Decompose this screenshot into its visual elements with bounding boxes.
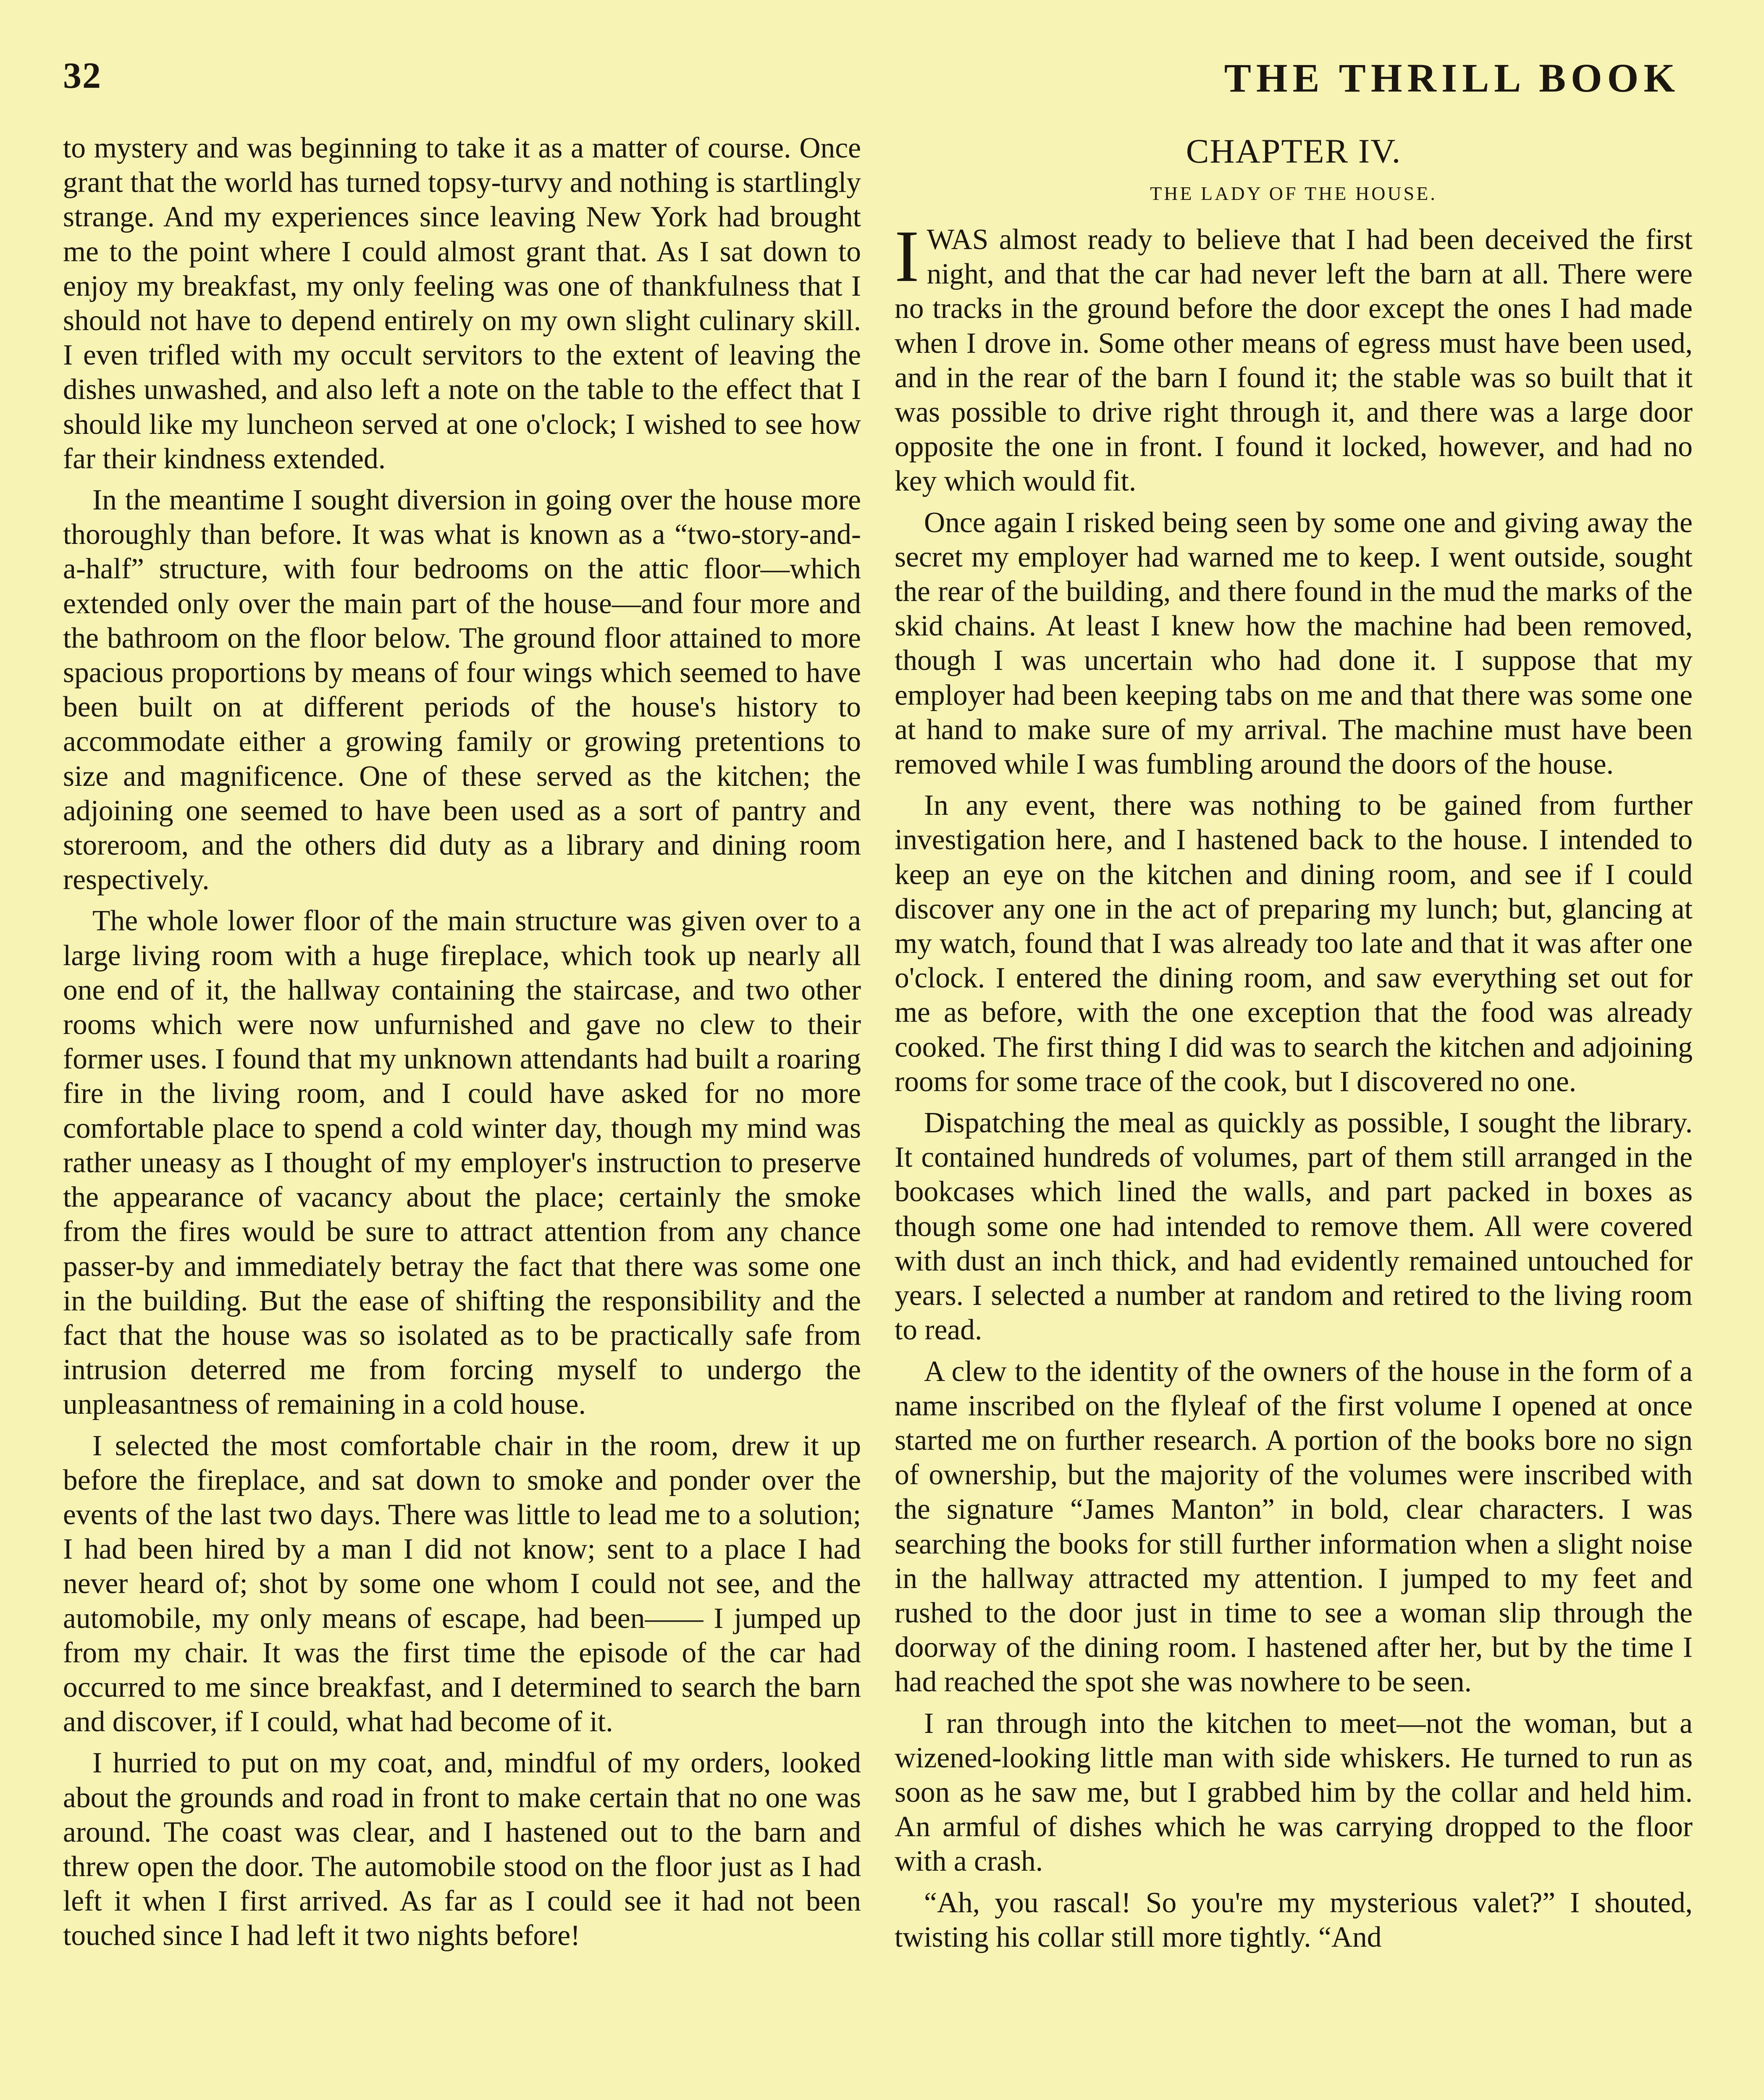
opening-paragraph <box>895 215 1693 499</box>
page-number: 32 <box>63 55 102 96</box>
paragraph: I selected the most comfortable chair in the room, drew it up before the fireplace, and sat down to smoke and ponder over the events of the last two days. There was little to lead me to a solution; I had been hired by a man I did not know; sent to a place I had never heard of; shot by some one whom I could not see, and the automobile, my only means of escape, had been—— I jumped up from my chair. It was the first time the episode of the car had occurred to me since breakfast, and I determined to search the barn and discover, if I could, what had become of it. <box>63 1429 861 1738</box>
drop-cap: I <box>895 215 919 297</box>
magazine-title: THE THRILL BOOK <box>1224 55 1680 100</box>
paragraph: Dispatching the meal as quickly as possible, I sought the library. It contained hundreds of volumes, part of them still arranged in the bookcases which lined the walls, and part packed in boxes as though some one had intended to remove them. All were covered with dust an inch thick, and had evidently remained untouched for years. I selected a number at random and retired to the living room to read. <box>895 1107 1693 1347</box>
right-column <box>895 131 1693 1961</box>
paragraph: A clew to the identity of the owners of the house in the form of a name inscribed on the flyleaf of the first volume I opened at once started me on further research. A portion of the books bore no sign of ownership, but the majority of the volumes were inscribed with the signature “James Manton” in bold, clear characters. I was searching the books for still further information when a slight noise in the hallway attracted my attention. I jumped to my feet and rushed to the door just in time to see a woman slip through the doorway of the dining room. I hastened after her, but by the time I had reached the spot she was nowhere to be seen. <box>895 1355 1693 1698</box>
chapter-title: CHAPTER IV. <box>1186 132 1402 170</box>
paragraph: In the meantime I sought diversion in going over the house more thoroughly than before. It was what is known as a “two-story-and-a-half” structure, with four bedrooms on the attic floor—which extended only over the main part of the house—and four more and the bathroom on the floor below. The ground floor attained to more spacious proportions by means of four wings which seemed to have been built on at different periods of the house's history to accommodate either a growing family or growing pretentions to size and magnificence. One of these served as the kitchen; the adjoining one seemed to have been used as a sort of pantry and storeroom, and the others did duty as a library and dining room respectively. <box>63 484 861 896</box>
paragraph: I hurried to put on my coat, and, mindful of my orders, looked about the grounds and road in front to make certain that no one was around. The coast was clear, and I hastened out to the barn and threw open the door. The automobile stood on the floor just as I had left it when I first arrived. As far as I could see it had not been touched since I had left it two nights before! <box>63 1747 861 1952</box>
chapter-subtitle: THE LADY OF THE HOUSE. <box>1150 183 1437 204</box>
paragraph: to mystery and was beginning to take it as a matter of course. Once grant that the world has turned topsy-turvy and nothing is startlingly strange. And my experiences since leaving New York had brought me to the point where I could almost grant that. As I sat down to enjoy my breakfast, my only feeling was one of thankfulness that I should not have to depend entirely on my own slight culinary skill. I even trifled with my occult servitors to the extent of leaving the dishes unwashed, and also left a note on the table to the effect that I should like my luncheon served at one o'clock; I wished to see how far their kindness extended. <box>63 132 861 475</box>
paragraph: In any event, there was nothing to be gained from further investigation here, and I hastened back to the house. I intended to keep an eye on the kitchen and dining room, and see if I could discover any one in the act of preparing my lunch; but, glancing at my watch, found that I was already too late and that it was after one o'clock. I entered the dining room, and saw everything set out for me as before, with the one exception that the food was already cooked. The first thing I did was to search the kitchen and adjoining rooms for some trace of the cook, but I discovered no one. <box>895 789 1693 1098</box>
opening-paragraph-text: WAS almost ready to believe that I had been deceived the first night, and that the car had never left the barn at all. There were no tracks in the ground before the door except the ones I had made when I drove in. Some other means of egress must have been used, and in the rear of the barn I found it; the stable was so built that it was possible to drive right through it, and there was a large door opposite the one in front. I found it locked, however, and had no key which would fit. <box>895 223 1693 498</box>
page-header <box>63 55 1680 109</box>
paragraph: Once again I risked being seen by some one and giving away the secret my employer had warned me to keep. I went outside, sought the rear of the building, and there found in the mud the marks of the skid chains. At least I knew how the machine had been removed, though I was uncertain who had done it. I suppose that my employer had been keeping tabs on me and that there was some one at hand to make sure of my arrival. The machine must have been removed while I was fumbling around the doors of the house. <box>895 506 1693 781</box>
paragraph: “Ah, you rascal! So you're my mysterious valet?” I shouted, twisting his collar still more tightly. “And <box>895 1886 1693 1953</box>
paragraph: The whole lower floor of the main structure was given over to a large living room with a huge fireplace, which took up nearly all one end of it, the hallway containing the staircase, and two other rooms which were now unfurnished and gave no clew to their former uses. I found that my unknown attendants had built a roaring fire in the living room, and I could have asked for no more comfortable place to spend a cold winter day, though my mind was rather uneasy as I thought of my employer's instruction to preserve the appearance of vacancy about the place; certainly the smoke from the fires would be sure to attract attention from any chance passer-by and immediately betray the fact that there was some one in the building. But the ease of shifting the responsibility and the fact that the house was so isolated as to be practically safe from intrusion deterred me from forcing myself to undergo the unpleasantness of remaining in a cold house. <box>63 905 861 1421</box>
paragraph: I ran through into the kitchen to meet—not the woman, but a wizened-looking little man with side whiskers. He turned to run as soon as he saw me, but I grabbed him by the collar and held him. An armful of dishes which he was carrying dropped to the floor with a crash. <box>895 1707 1693 1878</box>
left-column <box>63 131 861 1960</box>
